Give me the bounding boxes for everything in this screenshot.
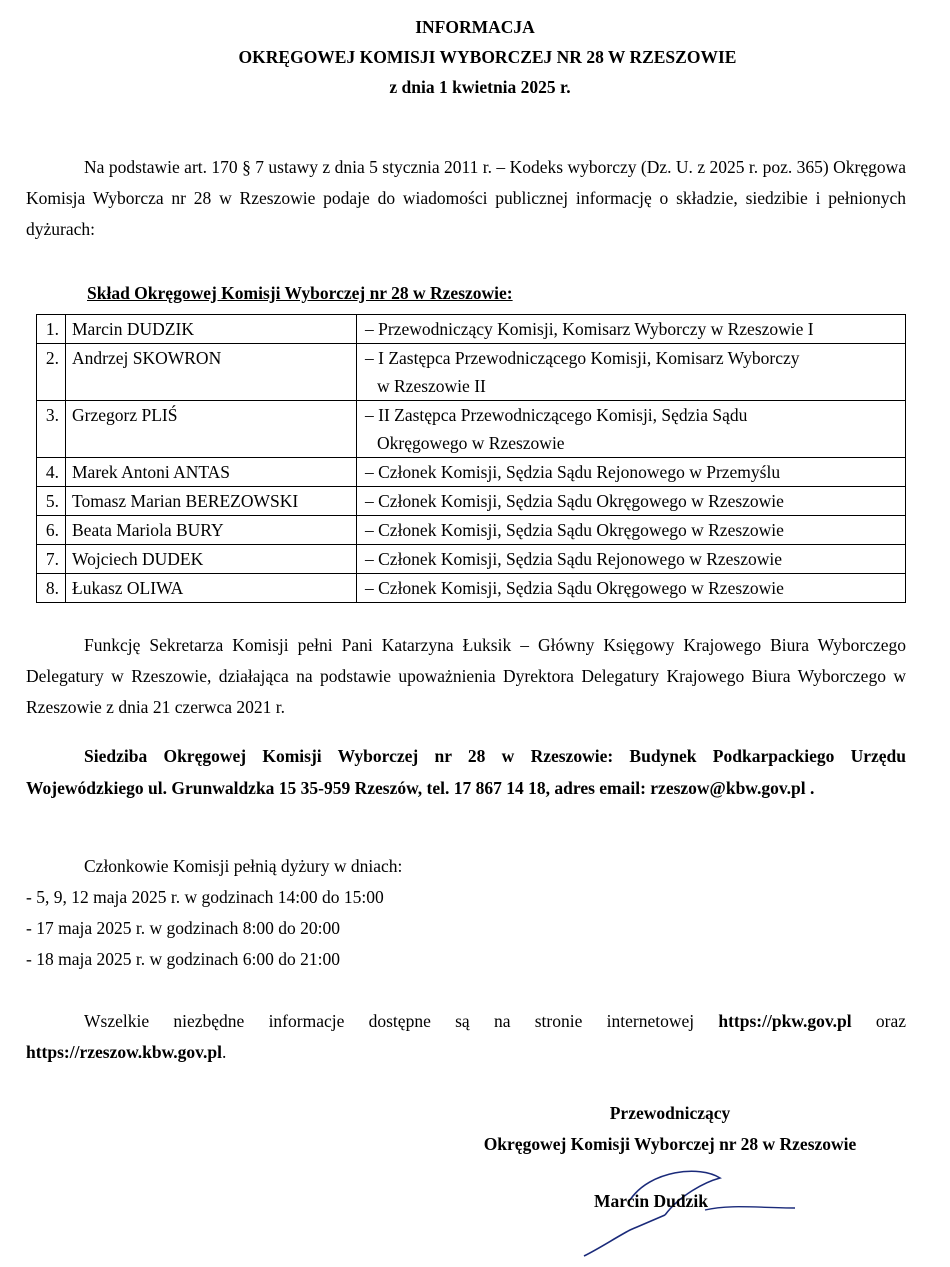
members-table	[36, 314, 906, 603]
member-role: – Członek Komisji, Sędzia Sądu Okręgowego w Rzeszowie	[357, 574, 906, 603]
table-row	[37, 401, 906, 458]
table-row	[37, 315, 906, 344]
member-number: 7.	[37, 545, 66, 574]
member-role: – Członek Komisji, Sędzia Sądu Rejonowego w Rzeszowie	[357, 545, 906, 574]
member-role: – Członek Komisji, Sędzia Sądu Rejonowego w Przemyślu	[357, 458, 906, 487]
duty-item: - 5, 9, 12 maja 2025 r. w godzinach 14:00 do 15:00	[26, 887, 384, 907]
member-name: Łukasz OLIWA	[66, 574, 357, 603]
secretary-paragraph: Funkcję Sekretarza Komisji pełni Pani Katarzyna Łuksik – Główny Księgowy Krajowego Biura Wyborczego Delegatury w Rzeszowie, działająca na podstawie upoważnienia Dyrektora Delegatury Krajowego Biura Wyborczego w Rzeszowie z dnia 21 czerwca 2021 r.	[26, 635, 906, 717]
table-row	[37, 545, 906, 574]
member-role: – Członek Komisji, Sędzia Sądu Okręgowego w Rzeszowie	[357, 487, 906, 516]
duty-schedule	[26, 851, 402, 975]
duty-item: - 17 maja 2025 r. w godzinach 8:00 do 20:00	[26, 918, 340, 938]
member-number: 6.	[37, 516, 66, 545]
table-row	[37, 574, 906, 603]
kbw-rzeszow-link[interactable]: https://rzeszow.kbw.gov.pl	[26, 1042, 222, 1062]
member-number: 8.	[37, 574, 66, 603]
member-role: – II Zastępca Przewodniczącego Komisji, Sędzia Sądu Okręgowego w Rzeszowie	[357, 401, 906, 458]
header-committee: OKRĘGOWEJ KOMISJI WYBORCZEJ NR 28 W RZESZOWIE	[238, 47, 737, 67]
table-row	[37, 344, 906, 401]
member-role: – Przewodniczący Komisji, Komisarz Wyborczy w Rzeszowie I	[357, 315, 906, 344]
signature-name: Marcin Dudzik	[594, 1191, 708, 1211]
members-section-title: Skład Okręgowej Komisji Wyborczej nr 28 w Rzeszowie:	[87, 283, 513, 303]
duty-item: - 18 maja 2025 r. w godzinach 6:00 do 21:00	[26, 949, 340, 969]
duty-lead: Członkowie Komisji pełnią dyżury w dniach:	[84, 856, 403, 876]
intro-paragraph: Na podstawie art. 170 § 7 ustawy z dnia 5 stycznia 2011 r. – Kodeks wyborczy (Dz. U. z 2025 r. poz. 365) Okręgowa Komisja Wyborcza nr 28 w Rzeszowie podaje do wiadomości publicznej informację o składzie, siedzibie i pełnionych dyżurach:	[26, 157, 906, 239]
member-name: Marcin DUDZIK	[66, 315, 357, 344]
member-name: Grzegorz PLIŚ	[66, 401, 357, 458]
member-role: – I Zastępca Przewodniczącego Komisji, Komisarz Wyborczy w Rzeszowie II	[357, 344, 906, 401]
member-number: 3.	[37, 401, 66, 458]
member-number: 1.	[37, 315, 66, 344]
member-name: Wojciech DUDEK	[66, 545, 357, 574]
header-title: INFORMACJA	[415, 17, 535, 37]
table-row	[37, 516, 906, 545]
member-number: 4.	[37, 458, 66, 487]
pkw-link[interactable]: https://pkw.gov.pl	[718, 1011, 852, 1031]
member-name: Andrzej SKOWRON	[66, 344, 357, 401]
table-row	[37, 487, 906, 516]
member-name: Tomasz Marian BEREZOWSKI	[66, 487, 357, 516]
signature-block	[420, 1098, 920, 1160]
table-row	[37, 458, 906, 487]
header-date: z dnia 1 kwietnia 2025 r.	[389, 77, 571, 97]
member-name: Beata Mariola BURY	[66, 516, 357, 545]
seat-paragraph: Siedziba Okręgowej Komisji Wyborczej nr 28 w Rzeszowie: Budynek Podkarpackiego Urzędu Wojewódzkiego ul. Grunwaldzka 15 35-959 Rzeszów, tel. 17 867 14 18, adres email: rzeszow@kbw.gov.pl .	[26, 746, 906, 798]
member-role: – Członek Komisji, Sędzia Sądu Okręgowego w Rzeszowie	[357, 516, 906, 545]
signature-body: Okręgowej Komisji Wyborczej nr 28 w Rzeszowie	[483, 1134, 857, 1154]
document-header	[0, 12, 950, 102]
member-name: Marek Antoni ANTAS	[66, 458, 357, 487]
signature-title: Przewodniczący	[609, 1103, 731, 1123]
member-number: 5.	[37, 487, 66, 516]
member-number: 2.	[37, 344, 66, 401]
links-paragraph: Wszelkie niezbędne informacje dostępne są na stronie internetowej https://pkw.gov.pl oraz https://rzeszow.kbw.gov.pl.	[26, 1011, 906, 1062]
